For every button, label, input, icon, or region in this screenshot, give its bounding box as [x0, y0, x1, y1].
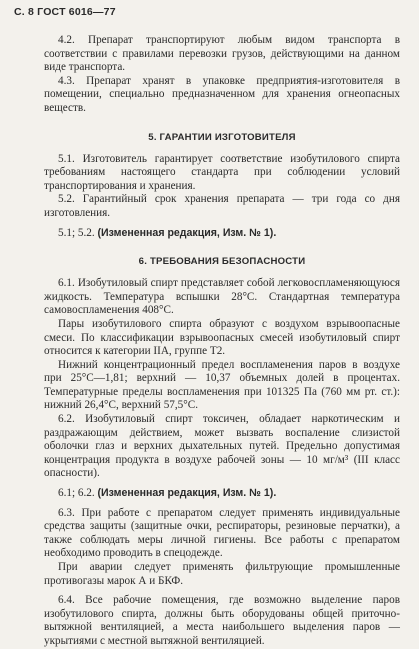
- paragraph-vapors: Пары изобутилового спирта образуют с воздухом взрывоопасные смеси. По классификации взрывоопасных смесей изобутиловый спирт относится к категории IIА, группе Т2.: [44, 317, 400, 358]
- paragraph-6-2: 6.2. Изобутиловый спирт токсичен, обладает наркотическим и раздражающим действием, может вызвать воспаление слизистой оболочки глаз и верхних дыхательных путей. Предельно допустимая концентрация продукта в воздухе рабочей зоны — 10 мг/м³ (III класс опасности).: [44, 413, 400, 480]
- paragraph-4-3: 4.3. Препарат хранят в упаковке предприятия-изготовителя в помещении, специально предназначенном для хранения огнеопасных веществ.: [44, 74, 400, 114]
- paragraph-6-1: 6.1. Изобутиловый спирт представляет собой легковоспламеняющуюся жидкость. Температура вспышки 28°С. Стандартная температура самовоспламенения 408°С.: [44, 277, 400, 317]
- section-heading-5: 5. ГАРАНТИИ ИЗГОТОВИТЕЛЯ: [148, 131, 296, 143]
- page-header: С. 8 ГОСТ 6016—77: [14, 6, 116, 18]
- paragraph-6-3: 6.3. При работе с препаратом следует применять индивидуальные средства защиты (защитные очки, респираторы, резиновые перчатки), а также соблюдать меры личной гигиены. Все работы с препаратом необходимо проводить в спецодежде.: [44, 506, 400, 560]
- document-body: [44, 34, 400, 649]
- amendment-note-5: [44, 227, 400, 241]
- amendment-note-6: [44, 487, 400, 501]
- paragraph-5-2: 5.2. Гарантийный срок хранения препарата — три года со дня изготовления.: [44, 193, 400, 219]
- section-heading-6: 6. ТРЕБОВАНИЯ БЕЗОПАСНОСТИ: [138, 256, 306, 268]
- paragraph-4-2: 4.2. Препарат транспортируют любым видом транспорта в соответствии с правилами перевозки грузов, действующими на данном виде транспорта.: [44, 34, 400, 74]
- amendment-prefix: 5.1; 5.2.: [58, 226, 95, 239]
- paragraph-5-1: 5.1. Изготовитель гарантирует соответствие изобутилового спирта требованиям настоящего стандарта при соблюдении условий транспортирования и хранения.: [44, 152, 400, 192]
- amendment-label: (Измененная редакция, Изм. № 1).: [97, 487, 277, 500]
- paragraph-gas-masks: При аварии следует применять фильтрующие промышленные противогазы марок А и БКФ.: [44, 561, 400, 587]
- paragraph-limits: Нижний концентрационный предел воспламенения паров в воздухе при 25°С—1,81; верхний — 10,37 объемных долей в процентах. Температурные пределы воспламенения при 101325 Па (760 мм рт. ст.): нижний 26,4°С, верхний 57,5°С.: [44, 358, 400, 412]
- amendment-label: (Измененная редакция, Изм. № 1).: [97, 226, 277, 239]
- paragraph-6-4: 6.4. Все рабочие помещения, где возможно выделение паров изобутилового спирта, должны быть оборудованы общей приточно-вытяжной вентиляцией, а места наибольшего выделения паров — укрытиями с местной вытяжной вентиляцией.: [44, 594, 400, 647]
- amendment-prefix: 6.1; 6.2.: [58, 487, 95, 500]
